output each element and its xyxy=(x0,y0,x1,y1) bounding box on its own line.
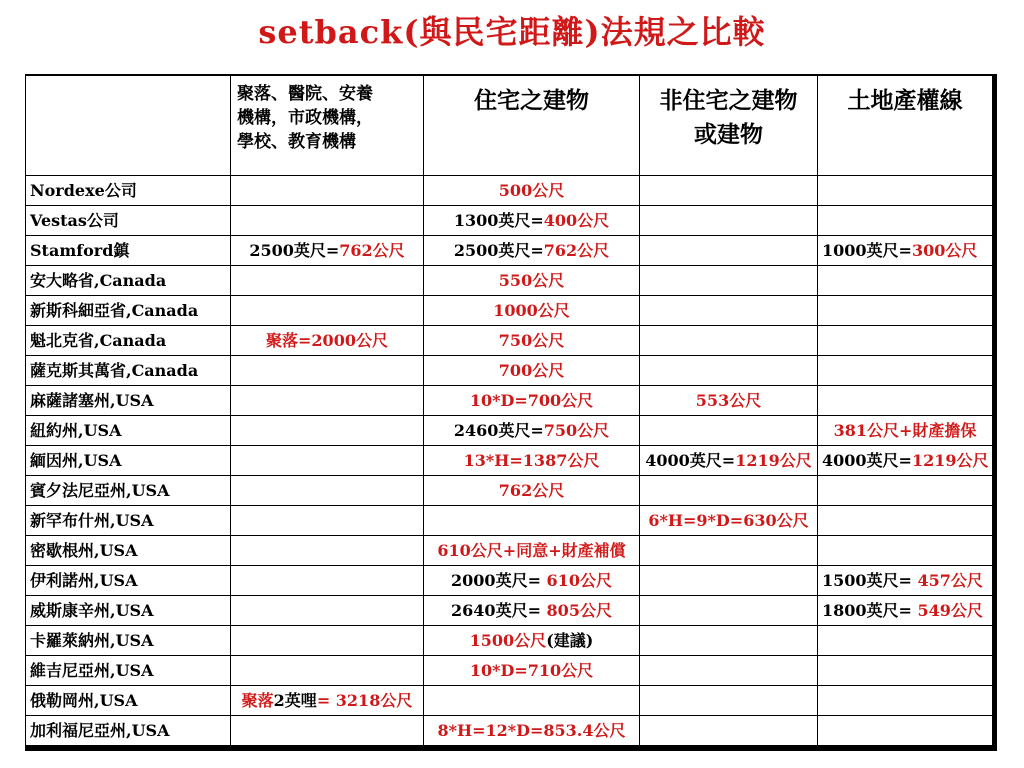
table-row xyxy=(26,656,993,686)
row-region-name: 安大略省,Canada xyxy=(26,266,231,296)
header-institutions xyxy=(231,75,424,176)
table-row xyxy=(26,566,993,596)
row-region-name: 新罕布什州,USA xyxy=(26,506,231,536)
cell-non-residential xyxy=(640,296,818,326)
cell-institutions xyxy=(231,596,424,626)
cell-non-residential-part-b: 553公尺 xyxy=(695,391,762,410)
table-header-row xyxy=(26,75,993,176)
cell-non-residential-part-b: 1219公尺 xyxy=(735,451,812,470)
table-row xyxy=(26,356,993,386)
cell-property-line xyxy=(818,386,993,416)
cell-residential-part-b: 610公尺+同意+財產補償 xyxy=(437,541,626,560)
table-row xyxy=(26,236,993,266)
table-row xyxy=(26,626,993,656)
row-region-name: 新斯科細亞省,Canada xyxy=(26,296,231,326)
table-row xyxy=(26,536,993,566)
cell-non-residential xyxy=(640,656,818,686)
row-region-name: 薩克斯其萬省,Canada xyxy=(26,356,231,386)
cell-non-residential-part-a: 4000英尺= xyxy=(645,451,736,470)
setback-comparison-table xyxy=(25,74,993,746)
row-region-name: 賓夕法尼亞州,USA xyxy=(26,476,231,506)
table-body xyxy=(26,176,993,746)
cell-property-line xyxy=(818,176,993,206)
cell-property-line xyxy=(818,356,993,386)
table-row xyxy=(26,686,993,716)
cell-residential xyxy=(424,476,640,506)
cell-residential xyxy=(424,536,640,566)
cell-residential xyxy=(424,206,640,236)
cell-property-line xyxy=(818,686,993,716)
cell-institutions xyxy=(231,476,424,506)
row-region-name: 紐約州,USA xyxy=(26,416,231,446)
cell-institutions xyxy=(231,386,424,416)
cell-residential-part-a: 2460英尺= xyxy=(453,421,544,440)
cell-residential xyxy=(424,266,640,296)
cell-residential-part-b: 10*D=700公尺 xyxy=(469,391,594,410)
cell-non-residential xyxy=(640,326,818,356)
cell-residential-part-b: 750公尺 xyxy=(498,331,565,350)
page-title: setback(與民宅距離)法規之比較 xyxy=(258,13,766,51)
header-residential: 住宅之建物 xyxy=(424,75,640,176)
header-non-residential xyxy=(640,75,818,176)
table-row xyxy=(26,326,993,356)
table-row xyxy=(26,176,993,206)
cell-institutions xyxy=(231,536,424,566)
row-region-name: 魁北克省,Canada xyxy=(26,326,231,356)
cell-non-residential xyxy=(640,266,818,296)
cell-residential-part-b: 762公尺 xyxy=(498,481,565,500)
cell-residential-part-b: 8*H=12*D=853.4公尺 xyxy=(437,721,626,740)
row-region-name: Vestas公司 xyxy=(26,206,231,236)
row-region-name: Stamford鎮 xyxy=(26,236,231,266)
cell-property-line-part-a: 1000英尺= xyxy=(822,241,912,260)
cell-property-line xyxy=(818,596,993,626)
header-institutions-line1: 聚落、醫院、安養 xyxy=(237,84,373,104)
cell-property-line xyxy=(818,326,993,356)
cell-non-residential xyxy=(640,446,818,476)
cell-institutions-part-d: = 3218公尺 xyxy=(316,691,413,710)
cell-property-line-part-b: 549公尺 xyxy=(917,601,983,620)
cell-institutions xyxy=(231,626,424,656)
cell-property-line-part-a: 1800英尺= xyxy=(822,601,918,620)
cell-institutions-part-b: 聚落 xyxy=(241,691,274,710)
cell-residential xyxy=(424,446,640,476)
cell-institutions xyxy=(231,266,424,296)
cell-institutions-part-b: 聚落=2000公尺 xyxy=(266,331,388,350)
cell-non-residential xyxy=(640,206,818,236)
cell-property-line xyxy=(818,476,993,506)
cell-institutions xyxy=(231,296,424,326)
cell-property-line-part-a: 4000英尺= xyxy=(822,451,912,470)
cell-property-line xyxy=(818,296,993,326)
cell-non-residential xyxy=(640,596,818,626)
cell-residential xyxy=(424,326,640,356)
cell-institutions-part-c: 2英哩 xyxy=(273,691,317,710)
cell-residential xyxy=(424,296,640,326)
header-corner-cell xyxy=(26,75,231,176)
cell-non-residential xyxy=(640,686,818,716)
header-non-residential-line1: 非住宅之建物 xyxy=(659,87,798,114)
cell-institutions xyxy=(231,506,424,536)
cell-residential-part-b: 700公尺 xyxy=(498,361,565,380)
cell-residential xyxy=(424,626,640,656)
row-region-name: 卡羅萊納州,USA xyxy=(26,626,231,656)
cell-residential-part-b: 805公尺 xyxy=(546,601,612,620)
cell-residential-part-b: 10*D=710公尺 xyxy=(469,661,594,680)
header-institutions-line3: 學校、教育機構 xyxy=(237,132,356,152)
cell-institutions xyxy=(231,176,424,206)
table-row xyxy=(26,386,993,416)
cell-property-line-part-b: 300公尺 xyxy=(911,241,978,260)
cell-residential xyxy=(424,506,640,536)
cell-residential-part-b: 13*H=1387公尺 xyxy=(463,451,600,470)
cell-non-residential xyxy=(640,356,818,386)
cell-institutions xyxy=(231,356,424,386)
cell-property-line xyxy=(818,506,993,536)
cell-residential xyxy=(424,596,640,626)
header-institutions-line2: 機構，市政機構， xyxy=(237,108,373,128)
cell-residential-part-a: 1300英尺= xyxy=(453,211,544,230)
cell-residential-part-b: 750公尺 xyxy=(543,421,610,440)
cell-non-residential xyxy=(640,566,818,596)
cell-institutions xyxy=(231,686,424,716)
cell-property-line-part-b: 1219公尺 xyxy=(911,451,989,470)
cell-institutions xyxy=(231,236,424,266)
cell-residential-part-b: 1500公尺 xyxy=(469,631,547,650)
cell-residential-part-a: 2000英尺= xyxy=(451,571,547,590)
cell-non-residential-part-b: 6*H=9*D=630公尺 xyxy=(648,511,809,530)
header-property-line: 土地產權線 xyxy=(818,75,993,176)
comparison-table-wrapper xyxy=(25,74,997,751)
cell-property-line xyxy=(818,716,993,746)
table-row xyxy=(26,206,993,236)
cell-residential-part-b: 400公尺 xyxy=(543,211,610,230)
cell-residential-part-b: 1000公尺 xyxy=(493,301,570,320)
row-region-name: 加利福尼亞州,USA xyxy=(26,716,231,746)
cell-institutions xyxy=(231,416,424,446)
row-region-name: 維吉尼亞州,USA xyxy=(26,656,231,686)
cell-residential xyxy=(424,356,640,386)
cell-property-line-part-a: 1500英尺= xyxy=(822,571,918,590)
cell-non-residential xyxy=(640,536,818,566)
cell-property-line-part-b: 381公尺+財產擔保 xyxy=(833,421,977,440)
cell-non-residential xyxy=(640,236,818,266)
cell-institutions xyxy=(231,656,424,686)
cell-residential-part-b: 762公尺 xyxy=(543,241,610,260)
cell-institutions xyxy=(231,326,424,356)
row-region-name: 密歇根州,USA xyxy=(26,536,231,566)
cell-property-line xyxy=(818,536,993,566)
cell-non-residential xyxy=(640,476,818,506)
cell-residential xyxy=(424,716,640,746)
cell-institutions xyxy=(231,206,424,236)
cell-residential xyxy=(424,566,640,596)
cell-institutions xyxy=(231,716,424,746)
cell-property-line xyxy=(818,266,993,296)
cell-property-line xyxy=(818,416,993,446)
row-region-name: 伊利諾州,USA xyxy=(26,566,231,596)
table-row xyxy=(26,446,993,476)
row-region-name: 威斯康辛州,USA xyxy=(26,596,231,626)
cell-residential xyxy=(424,386,640,416)
row-region-name: 俄勒岡州,USA xyxy=(26,686,231,716)
table-row xyxy=(26,266,993,296)
cell-non-residential xyxy=(640,506,818,536)
cell-non-residential xyxy=(640,626,818,656)
table-row xyxy=(26,506,993,536)
cell-property-line xyxy=(818,566,993,596)
cell-property-line xyxy=(818,656,993,686)
cell-residential xyxy=(424,656,640,686)
cell-property-line xyxy=(818,236,993,266)
cell-property-line xyxy=(818,626,993,656)
cell-residential xyxy=(424,236,640,266)
cell-institutions xyxy=(231,446,424,476)
table-row xyxy=(26,416,993,446)
cell-non-residential xyxy=(640,716,818,746)
table-row xyxy=(26,716,993,746)
cell-non-residential xyxy=(640,176,818,206)
cell-residential xyxy=(424,176,640,206)
cell-residential-part-a: 2640英尺= xyxy=(451,601,547,620)
cell-residential-part-b: 550公尺 xyxy=(498,271,565,290)
cell-non-residential xyxy=(640,416,818,446)
cell-non-residential xyxy=(640,386,818,416)
header-non-residential-line2: 或建物 xyxy=(694,121,763,148)
cell-residential xyxy=(424,686,640,716)
row-region-name: Nordexe公司 xyxy=(26,176,231,206)
cell-institutions xyxy=(231,566,424,596)
cell-property-line xyxy=(818,446,993,476)
row-region-name: 緬因州,USA xyxy=(26,446,231,476)
cell-residential-part-c: (建議) xyxy=(546,631,594,650)
table-row xyxy=(26,296,993,326)
table-row xyxy=(26,596,993,626)
cell-institutions-part-b: 762公尺 xyxy=(339,241,405,260)
cell-residential-part-b: 500公尺 xyxy=(498,181,565,200)
cell-institutions-part-a: 2500英尺= xyxy=(249,241,340,260)
table-row xyxy=(26,476,993,506)
cell-property-line-part-b: 457公尺 xyxy=(917,571,983,590)
row-region-name: 麻薩諸塞州,USA xyxy=(26,386,231,416)
cell-property-line xyxy=(818,206,993,236)
cell-residential-part-b: 610公尺 xyxy=(546,571,612,590)
cell-residential-part-a: 2500英尺= xyxy=(453,241,544,260)
cell-residential xyxy=(424,416,640,446)
